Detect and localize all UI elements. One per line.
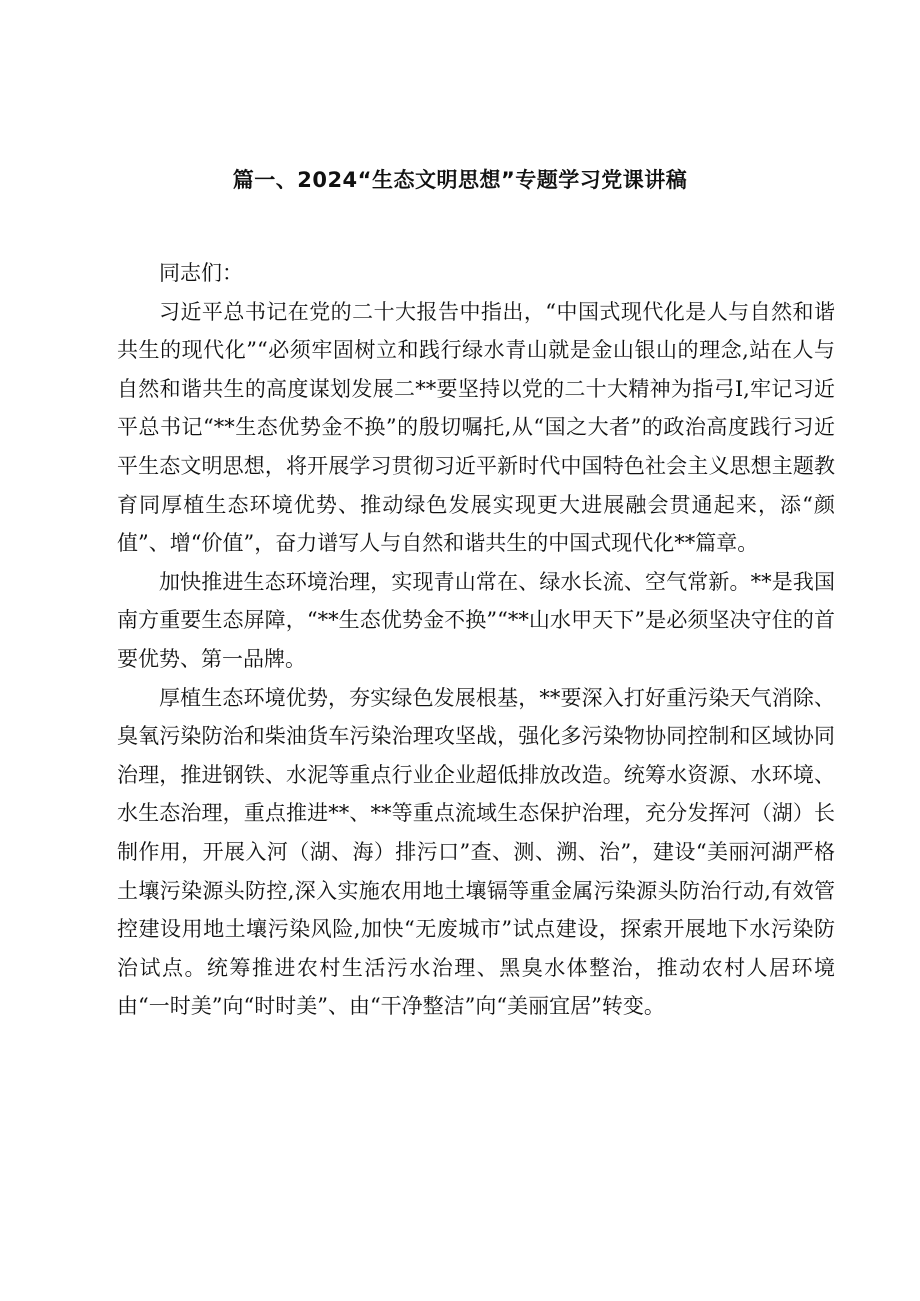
document-title: 篇一、2024“生态文明思想”专题学习党课讲稿 bbox=[232, 168, 688, 192]
paragraph-2: 加快推进生态环境治理，实现青山常在、绿水长流、空气常新。**是我国南方重要生态屏障，“**生态优势金不换”“**山水甲天下”是必须坚决守住的首要优势、第一品牌。 bbox=[117, 569, 835, 671]
salutation: 同志们： bbox=[159, 261, 243, 285]
paragraph-1: 习近平总书记在党的二十大报告中指出，“中国式现代化是人与自然和谐共生的现代化”“必须牢固树立和践行绿水青山就是金山银山的理念,站在人与自然和谐共生的高度谋划发展二**要坚持以党的二十大精神为指弓I,牢记习近平总书记“**生态优势金不换”的殷切嘱托,从“国之大者”的政治高度践行习近平生态文明思想，将开展学习贯彻习近平新时代中国特色社会主义思想主题教育同厚植生态环境优势、推动绿色发展实现更大进展融会贯通起来，添“颜值”、增“价值”，奋力谱写人与自然和谐共生的中国式现代化**篇章。 bbox=[117, 299, 835, 556]
document-body bbox=[117, 254, 835, 1026]
paragraph-3: 厚植生态环境优势，夯实绿色发展根基，**要深入打好重污染天气消除、臭氧污染防治和柴油货车污染治理攻坚战，强化多污染物协同控制和区域协同治理，推进钢铁、水泥等重点行业企业超低排放改造。统筹水资源、水环境、水生态治理，重点推进**、**等重点流域生态保护治理，充分发挥河（湖）长制作用，开展入河（湖、海）排污口”查、测、溯、治”，建设“美丽河湖严格土壤污染源头防控,深入实施农用地土壤镉等重金属污染源头防治行动,有效管控建设用地土壤污染风险,加快“无废城市”试点建设，探索开展地下水污染防治试点。统筹推进农村生活污水治理、黑臭水体整治，推动农村人居环境由“一时美”向“时时美”、由“干净整洁”向“美丽宜居”转变。 bbox=[117, 685, 835, 1019]
